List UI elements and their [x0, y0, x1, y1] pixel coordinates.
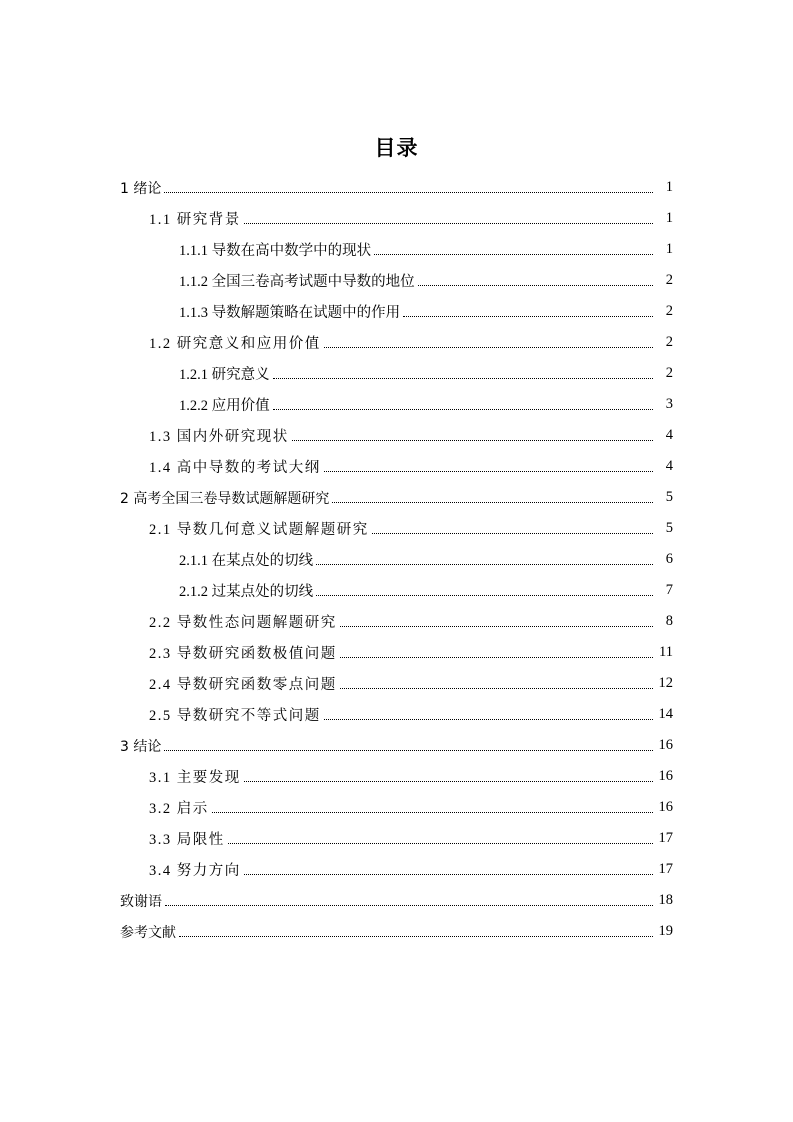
toc-entry-text: 2 高考全国三卷导数试题解题研究 [120, 490, 330, 507]
toc-entry[interactable] [0, 575, 793, 606]
toc-entry[interactable] [0, 513, 793, 544]
toc-page-number: 18 [658, 892, 673, 908]
toc-entry[interactable] [0, 761, 793, 792]
toc-page-number: 7 [665, 582, 673, 598]
toc-page-number: 1 [665, 241, 673, 257]
toc-page-number: 2 [665, 334, 673, 350]
toc-page-number: 16 [658, 768, 673, 784]
toc-list [0, 172, 793, 947]
toc-page-number: 12 [658, 675, 673, 691]
toc-dot-leader [273, 377, 653, 379]
toc-page-number: 1 [665, 210, 673, 226]
toc-page-number: 6 [665, 551, 673, 567]
toc-entry-text: 1.1 研究背景 [149, 212, 241, 228]
toc-page-number: 1 [665, 179, 673, 195]
toc-entry[interactable] [0, 203, 793, 234]
toc-entry[interactable] [0, 668, 793, 699]
toc-entry-text: 2.3 导数研究函数极值问题 [149, 646, 337, 662]
toc-page-number: 2 [665, 272, 673, 288]
toc-dot-leader [340, 625, 653, 627]
toc-dot-leader [316, 594, 653, 596]
toc-dot-leader [340, 656, 653, 658]
toc-entry-text: 1.1.2 全国三卷高考试题中导数的地位 [179, 274, 415, 290]
toc-dot-leader [316, 563, 653, 565]
toc-title: 目录 [374, 136, 419, 160]
toc-page-number: 5 [665, 520, 673, 536]
toc-entry[interactable] [0, 730, 793, 761]
toc-entry-text: 1 绪论 [120, 180, 162, 197]
toc-entry-text: 2.1.1 在某点处的切线 [179, 553, 314, 569]
toc-dot-leader [212, 811, 653, 813]
toc-page-number: 19 [658, 923, 673, 939]
toc-dot-leader [164, 749, 653, 751]
toc-page-number: 5 [665, 489, 673, 505]
toc-entry[interactable] [0, 389, 793, 420]
toc-dot-leader [332, 501, 653, 503]
toc-entry[interactable] [0, 172, 793, 203]
toc-entry[interactable] [0, 420, 793, 451]
toc-entry-text: 3.4 努力方向 [149, 863, 241, 879]
toc-entry-text: 3.2 启示 [149, 801, 209, 817]
toc-entry-text: 2.2 导数性态问题解题研究 [149, 615, 337, 631]
toc-entry-text: 参考文献 [120, 924, 176, 941]
toc-dot-leader [372, 532, 653, 534]
toc-dot-leader [324, 346, 653, 348]
toc-entry-text: 1.2.2 应用价值 [179, 398, 270, 414]
toc-page-number: 16 [658, 799, 673, 815]
toc-entry-text: 2.1.2 过某点处的切线 [179, 584, 314, 600]
toc-dot-leader [244, 222, 653, 224]
toc-dot-leader [179, 935, 653, 937]
toc-entry-text: 1.2.1 研究意义 [179, 367, 270, 383]
toc-page-number: 17 [658, 861, 673, 877]
toc-entry-text: 1.1.1 导数在高中数学中的现状 [179, 243, 372, 259]
toc-entry[interactable] [0, 854, 793, 885]
toc-dot-leader [418, 284, 653, 286]
toc-entry[interactable] [0, 451, 793, 482]
toc-entry[interactable] [0, 296, 793, 327]
toc-dot-leader [292, 439, 653, 441]
toc-entry-text: 2.4 导数研究函数零点问题 [149, 677, 337, 693]
toc-entry-text: 1.3 国内外研究现状 [149, 429, 289, 445]
toc-entry-text: 2.1 导数几何意义试题解题研究 [149, 522, 369, 538]
toc-dot-leader [244, 873, 653, 875]
toc-entry[interactable] [0, 234, 793, 265]
toc-dot-leader [324, 470, 653, 472]
toc-entry-text: 1.4 高中导数的考试大纲 [149, 460, 321, 476]
toc-entry[interactable] [0, 637, 793, 668]
toc-entry-text: 1.2 研究意义和应用价值 [149, 336, 321, 352]
toc-entry-text: 3 结论 [120, 738, 162, 755]
toc-dot-leader [324, 718, 653, 720]
toc-page-number: 2 [665, 365, 673, 381]
toc-page-number: 14 [658, 706, 673, 722]
toc-entry[interactable] [0, 265, 793, 296]
toc-dot-leader [340, 687, 653, 689]
toc-dot-leader [244, 780, 653, 782]
toc-dot-leader [228, 842, 653, 844]
toc-entry[interactable] [0, 358, 793, 389]
toc-dot-leader [165, 904, 653, 906]
toc-entry[interactable] [0, 606, 793, 637]
toc-page-number: 11 [659, 644, 673, 660]
toc-entry[interactable] [0, 327, 793, 358]
toc-dot-leader [374, 253, 653, 255]
toc-page-number: 4 [665, 458, 673, 474]
toc-entry[interactable] [0, 482, 793, 513]
toc-page-number: 2 [665, 303, 673, 319]
toc-entry[interactable] [0, 792, 793, 823]
toc-entry-text: 2.5 导数研究不等式问题 [149, 708, 321, 724]
toc-entry[interactable] [0, 916, 793, 947]
toc-entry-text: 3.1 主要发现 [149, 770, 241, 786]
toc-page-number: 16 [658, 737, 673, 753]
toc-page-number: 8 [665, 613, 673, 629]
toc-dot-leader [403, 315, 653, 317]
toc-page-number: 3 [665, 396, 673, 412]
toc-entry-text: 致谢语 [120, 893, 162, 910]
toc-entry[interactable] [0, 544, 793, 575]
toc-page-number: 17 [658, 830, 673, 846]
toc-dot-leader [164, 191, 653, 193]
toc-entry[interactable] [0, 699, 793, 730]
toc-entry[interactable] [0, 823, 793, 854]
toc-entry-text: 1.1.3 导数解题策略在试题中的作用 [179, 305, 401, 321]
toc-entry[interactable] [0, 885, 793, 916]
toc-dot-leader [273, 408, 653, 410]
toc-entry-text: 3.3 局限性 [149, 832, 225, 848]
toc-page-number: 4 [665, 427, 673, 443]
